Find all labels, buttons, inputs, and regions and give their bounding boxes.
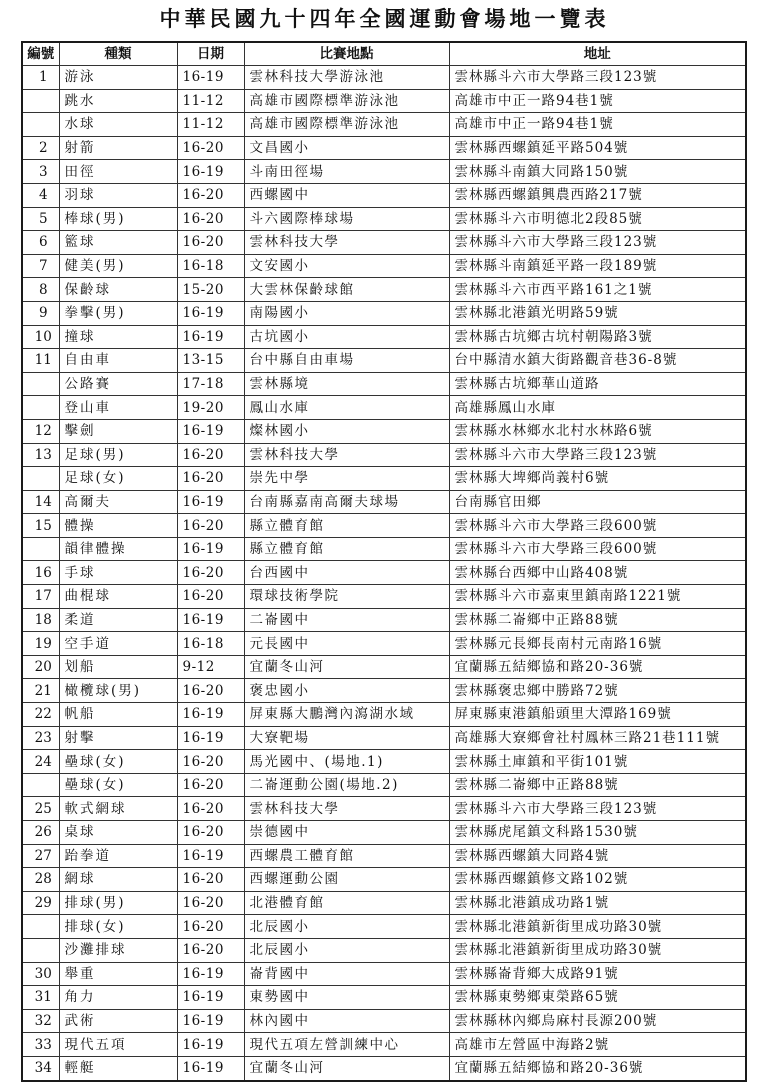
cell-address: 雲林縣北港鎮光明路59號 bbox=[449, 301, 746, 325]
cell-num: 34 bbox=[22, 1056, 59, 1080]
cell-venue: 東勢國中 bbox=[244, 986, 449, 1010]
cell-venue: 雲林科技大學 bbox=[244, 443, 449, 467]
table-row bbox=[22, 419, 746, 443]
cell-address: 宜蘭縣五結鄉協和路20-36號 bbox=[449, 1056, 746, 1080]
table-row bbox=[22, 655, 746, 679]
cell-num bbox=[22, 915, 59, 939]
cell-num: 13 bbox=[22, 443, 59, 467]
cell-num bbox=[22, 938, 59, 962]
cell-sport: 撞球 bbox=[59, 325, 177, 349]
table-row bbox=[22, 278, 746, 302]
cell-sport: 公路賽 bbox=[59, 372, 177, 396]
cell-sport: 軟式網球 bbox=[59, 797, 177, 821]
cell-venue: 雲林縣境 bbox=[244, 372, 449, 396]
cell-date: 16-19 bbox=[177, 66, 244, 90]
cell-num: 20 bbox=[22, 655, 59, 679]
cell-date: 16-19 bbox=[177, 490, 244, 514]
column-header-sport: 種類 bbox=[59, 42, 177, 66]
table-row bbox=[22, 66, 746, 90]
cell-sport: 橄欖球(男) bbox=[59, 679, 177, 703]
cell-sport: 排球(男) bbox=[59, 891, 177, 915]
cell-sport: 擊劍 bbox=[59, 419, 177, 443]
cell-num: 26 bbox=[22, 821, 59, 845]
column-header-num: 編號 bbox=[22, 42, 59, 66]
table-row bbox=[22, 1009, 746, 1033]
cell-num: 6 bbox=[22, 231, 59, 255]
table-row bbox=[22, 490, 746, 514]
cell-num: 12 bbox=[22, 419, 59, 443]
cell-num: 15 bbox=[22, 514, 59, 538]
cell-num: 1 bbox=[22, 66, 59, 90]
cell-date: 11-12 bbox=[177, 113, 244, 137]
table-row bbox=[22, 1056, 746, 1080]
cell-address: 雲林縣大埤鄉尚義村6號 bbox=[449, 467, 746, 491]
table-row bbox=[22, 207, 746, 231]
cell-num: 32 bbox=[22, 1009, 59, 1033]
cell-num: 10 bbox=[22, 325, 59, 349]
cell-address: 雲林縣東勢鄉東榮路65號 bbox=[449, 986, 746, 1010]
table-row bbox=[22, 514, 746, 538]
table-row bbox=[22, 962, 746, 986]
cell-address: 高雄市左營區中海路2號 bbox=[449, 1033, 746, 1057]
cell-date: 16-20 bbox=[177, 467, 244, 491]
cell-date: 13-15 bbox=[177, 349, 244, 373]
cell-sport: 籃球 bbox=[59, 231, 177, 255]
cell-address: 雲林縣虎尾鎮文科路1530號 bbox=[449, 821, 746, 845]
cell-date: 16-19 bbox=[177, 962, 244, 986]
cell-venue: 環球技術學院 bbox=[244, 585, 449, 609]
table-row bbox=[22, 773, 746, 797]
cell-sport: 健美(男) bbox=[59, 254, 177, 278]
table-row bbox=[22, 349, 746, 373]
cell-sport: 羽球 bbox=[59, 183, 177, 207]
cell-num: 19 bbox=[22, 632, 59, 656]
cell-venue: 西螺農工體育館 bbox=[244, 844, 449, 868]
cell-sport: 網球 bbox=[59, 868, 177, 892]
cell-num: 11 bbox=[22, 349, 59, 373]
cell-sport: 田徑 bbox=[59, 160, 177, 184]
cell-num: 33 bbox=[22, 1033, 59, 1057]
table-row bbox=[22, 443, 746, 467]
cell-date: 16-19 bbox=[177, 986, 244, 1010]
cell-address: 雲林縣水林鄉水北村水林路6號 bbox=[449, 419, 746, 443]
cell-sport: 拳擊(男) bbox=[59, 301, 177, 325]
cell-date: 16-19 bbox=[177, 703, 244, 727]
cell-venue: 台中縣自由車場 bbox=[244, 349, 449, 373]
cell-num: 8 bbox=[22, 278, 59, 302]
table-row bbox=[22, 136, 746, 160]
table-row bbox=[22, 372, 746, 396]
cell-date: 16-20 bbox=[177, 868, 244, 892]
cell-venue: 燦林國小 bbox=[244, 419, 449, 443]
table-row bbox=[22, 537, 746, 561]
cell-sport: 體操 bbox=[59, 514, 177, 538]
cell-date: 16-18 bbox=[177, 254, 244, 278]
cell-venue: 南陽國小 bbox=[244, 301, 449, 325]
cell-num: 25 bbox=[22, 797, 59, 821]
cell-venue: 北港體育館 bbox=[244, 891, 449, 915]
cell-date: 16-19 bbox=[177, 608, 244, 632]
cell-venue: 二崙運動公園(場地.2) bbox=[244, 773, 449, 797]
cell-address: 雲林縣斗六市大學路三段123號 bbox=[449, 66, 746, 90]
cell-date: 16-19 bbox=[177, 325, 244, 349]
cell-venue: 宜蘭冬山河 bbox=[244, 1056, 449, 1080]
table-row bbox=[22, 231, 746, 255]
cell-date: 19-20 bbox=[177, 396, 244, 420]
cell-num: 3 bbox=[22, 160, 59, 184]
venue-table bbox=[21, 41, 747, 1082]
cell-sport: 足球(女) bbox=[59, 467, 177, 491]
cell-address: 雲林縣斗六市大學路三段123號 bbox=[449, 443, 746, 467]
column-header-address: 地址 bbox=[449, 42, 746, 66]
cell-address: 屏東縣東港鎮船頭里大潭路169號 bbox=[449, 703, 746, 727]
cell-address: 雲林縣二崙鄉中正路88號 bbox=[449, 773, 746, 797]
cell-venue: 高雄市國際標準游泳池 bbox=[244, 89, 449, 113]
cell-venue: 馬光國中、(場地.1) bbox=[244, 750, 449, 774]
cell-address: 宜蘭縣五結鄉協和路20-36號 bbox=[449, 655, 746, 679]
cell-address: 雲林縣斗六市大學路三段600號 bbox=[449, 537, 746, 561]
cell-venue: 大寮靶場 bbox=[244, 726, 449, 750]
table-row bbox=[22, 325, 746, 349]
table-row bbox=[22, 844, 746, 868]
cell-address: 雲林縣斗南鎮大同路150號 bbox=[449, 160, 746, 184]
cell-venue: 崇先中學 bbox=[244, 467, 449, 491]
cell-num bbox=[22, 773, 59, 797]
cell-venue: 北辰國小 bbox=[244, 938, 449, 962]
cell-num: 16 bbox=[22, 561, 59, 585]
cell-venue: 斗六國際棒球場 bbox=[244, 207, 449, 231]
cell-sport: 帆船 bbox=[59, 703, 177, 727]
cell-num: 21 bbox=[22, 679, 59, 703]
cell-venue: 屏東縣大鵬灣內瀉湖水域 bbox=[244, 703, 449, 727]
cell-sport: 曲棍球 bbox=[59, 585, 177, 609]
cell-date: 16-19 bbox=[177, 1033, 244, 1057]
column-header-venue: 比賽地點 bbox=[244, 42, 449, 66]
cell-sport: 水球 bbox=[59, 113, 177, 137]
cell-date: 16-20 bbox=[177, 136, 244, 160]
cell-num: 24 bbox=[22, 750, 59, 774]
cell-venue: 斗南田徑場 bbox=[244, 160, 449, 184]
cell-sport: 高爾夫 bbox=[59, 490, 177, 514]
cell-address: 台南縣官田鄉 bbox=[449, 490, 746, 514]
cell-venue: 縣立體育館 bbox=[244, 514, 449, 538]
cell-venue: 北辰國小 bbox=[244, 915, 449, 939]
cell-date: 16-19 bbox=[177, 844, 244, 868]
cell-date: 16-20 bbox=[177, 231, 244, 255]
cell-address: 雲林縣二崙鄉中正路88號 bbox=[449, 608, 746, 632]
cell-address: 雲林縣林內鄉烏麻村長源200號 bbox=[449, 1009, 746, 1033]
cell-num: 7 bbox=[22, 254, 59, 278]
table-header-row bbox=[22, 42, 746, 66]
cell-date: 16-19 bbox=[177, 419, 244, 443]
cell-date: 11-12 bbox=[177, 89, 244, 113]
table-row bbox=[22, 986, 746, 1010]
cell-date: 16-20 bbox=[177, 679, 244, 703]
cell-sport: 射擊 bbox=[59, 726, 177, 750]
cell-date: 16-20 bbox=[177, 891, 244, 915]
cell-num: 18 bbox=[22, 608, 59, 632]
cell-sport: 跆拳道 bbox=[59, 844, 177, 868]
cell-date: 16-19 bbox=[177, 1009, 244, 1033]
cell-venue: 台西國中 bbox=[244, 561, 449, 585]
cell-venue: 崇德國中 bbox=[244, 821, 449, 845]
cell-sport: 壘球(女) bbox=[59, 750, 177, 774]
table-row bbox=[22, 254, 746, 278]
cell-address: 雲林縣古坑鄉華山道路 bbox=[449, 372, 746, 396]
table-row bbox=[22, 608, 746, 632]
table-row bbox=[22, 797, 746, 821]
cell-venue: 古坑國小 bbox=[244, 325, 449, 349]
table-row bbox=[22, 726, 746, 750]
table-row bbox=[22, 160, 746, 184]
table-row bbox=[22, 89, 746, 113]
cell-address: 雲林縣北港鎮新街里成功路30號 bbox=[449, 915, 746, 939]
cell-date: 16-20 bbox=[177, 585, 244, 609]
cell-address: 高雄縣大寮鄉會社村鳳林三路21巷111號 bbox=[449, 726, 746, 750]
cell-address: 雲林縣斗六市大學路三段123號 bbox=[449, 231, 746, 255]
cell-num: 31 bbox=[22, 986, 59, 1010]
table-row bbox=[22, 301, 746, 325]
cell-num: 29 bbox=[22, 891, 59, 915]
cell-venue: 高雄市國際標準游泳池 bbox=[244, 113, 449, 137]
cell-date: 16-20 bbox=[177, 514, 244, 538]
cell-venue: 二崙國中 bbox=[244, 608, 449, 632]
cell-num: 4 bbox=[22, 183, 59, 207]
cell-sport: 柔道 bbox=[59, 608, 177, 632]
cell-address: 雲林縣土庫鎮和平街101號 bbox=[449, 750, 746, 774]
table-body bbox=[22, 66, 746, 1081]
cell-sport: 空手道 bbox=[59, 632, 177, 656]
cell-sport: 射箭 bbox=[59, 136, 177, 160]
cell-venue: 褒忠國小 bbox=[244, 679, 449, 703]
cell-num bbox=[22, 113, 59, 137]
cell-date: 16-20 bbox=[177, 443, 244, 467]
cell-num: 9 bbox=[22, 301, 59, 325]
cell-date: 16-20 bbox=[177, 773, 244, 797]
table-row bbox=[22, 703, 746, 727]
cell-sport: 輕艇 bbox=[59, 1056, 177, 1080]
cell-num bbox=[22, 467, 59, 491]
cell-address: 雲林縣台西鄉中山路408號 bbox=[449, 561, 746, 585]
cell-address: 雲林縣斗六市西平路161之1號 bbox=[449, 278, 746, 302]
cell-sport: 現代五項 bbox=[59, 1033, 177, 1057]
cell-date: 16-20 bbox=[177, 750, 244, 774]
cell-date: 16-19 bbox=[177, 301, 244, 325]
cell-sport: 登山車 bbox=[59, 396, 177, 420]
cell-sport: 角力 bbox=[59, 986, 177, 1010]
cell-date: 16-20 bbox=[177, 561, 244, 585]
cell-num bbox=[22, 89, 59, 113]
cell-venue: 西螺運動公園 bbox=[244, 868, 449, 892]
table-row bbox=[22, 632, 746, 656]
cell-sport: 游泳 bbox=[59, 66, 177, 90]
table-row bbox=[22, 891, 746, 915]
cell-date: 16-19 bbox=[177, 1056, 244, 1080]
cell-address: 雲林縣西螺鎮修文路102號 bbox=[449, 868, 746, 892]
cell-venue: 台南縣嘉南高爾夫球場 bbox=[244, 490, 449, 514]
cell-sport: 手球 bbox=[59, 561, 177, 585]
cell-date: 16-20 bbox=[177, 821, 244, 845]
cell-date: 16-18 bbox=[177, 632, 244, 656]
cell-date: 16-20 bbox=[177, 183, 244, 207]
cell-sport: 足球(男) bbox=[59, 443, 177, 467]
table-row bbox=[22, 821, 746, 845]
cell-sport: 自由車 bbox=[59, 349, 177, 373]
table-row bbox=[22, 113, 746, 137]
table-row bbox=[22, 585, 746, 609]
cell-address: 雲林縣古坑鄉古坑村朝陽路3號 bbox=[449, 325, 746, 349]
cell-num: 28 bbox=[22, 868, 59, 892]
table-row bbox=[22, 915, 746, 939]
cell-venue: 文安國小 bbox=[244, 254, 449, 278]
cell-num: 17 bbox=[22, 585, 59, 609]
cell-address: 高雄市中正一路94巷1號 bbox=[449, 113, 746, 137]
cell-address: 雲林縣斗六市明德北2段85號 bbox=[449, 207, 746, 231]
cell-address: 高雄市中正一路94巷1號 bbox=[449, 89, 746, 113]
table-row bbox=[22, 679, 746, 703]
cell-sport: 排球(女) bbox=[59, 915, 177, 939]
column-header-date: 日期 bbox=[177, 42, 244, 66]
cell-sport: 韻律體操 bbox=[59, 537, 177, 561]
table-row bbox=[22, 467, 746, 491]
table-row bbox=[22, 183, 746, 207]
table-row bbox=[22, 750, 746, 774]
cell-address: 雲林縣褒忠鄉中勝路72號 bbox=[449, 679, 746, 703]
cell-address: 雲林縣斗六市嘉東里鎮南路1221號 bbox=[449, 585, 746, 609]
cell-num bbox=[22, 396, 59, 420]
cell-date: 17-18 bbox=[177, 372, 244, 396]
cell-venue: 崙背國中 bbox=[244, 962, 449, 986]
cell-venue: 現代五項左營訓練中心 bbox=[244, 1033, 449, 1057]
table-row bbox=[22, 1033, 746, 1057]
cell-venue: 大雲林保齡球館 bbox=[244, 278, 449, 302]
cell-address: 雲林縣西螺鎮興農西路217號 bbox=[449, 183, 746, 207]
cell-sport: 跳水 bbox=[59, 89, 177, 113]
cell-sport: 桌球 bbox=[59, 821, 177, 845]
cell-venue: 西螺國中 bbox=[244, 183, 449, 207]
cell-address: 台中縣清水鎮大街路觀音巷36-8號 bbox=[449, 349, 746, 373]
cell-sport: 保齡球 bbox=[59, 278, 177, 302]
cell-num: 14 bbox=[22, 490, 59, 514]
cell-date: 16-20 bbox=[177, 207, 244, 231]
cell-address: 雲林縣斗六市大學路三段123號 bbox=[449, 797, 746, 821]
cell-venue: 元長國中 bbox=[244, 632, 449, 656]
cell-date: 16-19 bbox=[177, 537, 244, 561]
cell-address: 雲林縣西螺鎮延平路504號 bbox=[449, 136, 746, 160]
cell-address: 雲林縣北港鎮新街里成功路30號 bbox=[449, 938, 746, 962]
table-row bbox=[22, 561, 746, 585]
cell-address: 雲林縣北港鎮成功路1號 bbox=[449, 891, 746, 915]
cell-address: 雲林縣斗六市大學路三段600號 bbox=[449, 514, 746, 538]
cell-num bbox=[22, 537, 59, 561]
cell-num: 2 bbox=[22, 136, 59, 160]
cell-venue: 鳳山水庫 bbox=[244, 396, 449, 420]
table-row bbox=[22, 938, 746, 962]
cell-address: 雲林縣元長鄉長南村元南路16號 bbox=[449, 632, 746, 656]
cell-sport: 壘球(女) bbox=[59, 773, 177, 797]
cell-num: 22 bbox=[22, 703, 59, 727]
cell-num: 23 bbox=[22, 726, 59, 750]
cell-sport: 划船 bbox=[59, 655, 177, 679]
cell-date: 15-20 bbox=[177, 278, 244, 302]
cell-date: 9-12 bbox=[177, 655, 244, 679]
cell-venue: 林內國中 bbox=[244, 1009, 449, 1033]
cell-sport: 棒球(男) bbox=[59, 207, 177, 231]
cell-venue: 文昌國小 bbox=[244, 136, 449, 160]
cell-venue: 雲林科技大學游泳池 bbox=[244, 66, 449, 90]
cell-address: 雲林縣斗南鎮延平路一段189號 bbox=[449, 254, 746, 278]
cell-venue: 縣立體育館 bbox=[244, 537, 449, 561]
cell-date: 16-20 bbox=[177, 938, 244, 962]
cell-address: 雲林縣崙背鄉大成路91號 bbox=[449, 962, 746, 986]
cell-date: 16-20 bbox=[177, 797, 244, 821]
cell-date: 16-20 bbox=[177, 915, 244, 939]
cell-sport: 沙灘排球 bbox=[59, 938, 177, 962]
cell-sport: 武術 bbox=[59, 1009, 177, 1033]
cell-num: 27 bbox=[22, 844, 59, 868]
cell-sport: 舉重 bbox=[59, 962, 177, 986]
cell-num: 30 bbox=[22, 962, 59, 986]
cell-date: 16-19 bbox=[177, 726, 244, 750]
cell-address: 雲林縣西螺鎮大同路4號 bbox=[449, 844, 746, 868]
cell-address: 高雄縣鳳山水庫 bbox=[449, 396, 746, 420]
cell-date: 16-19 bbox=[177, 160, 244, 184]
cell-venue: 宜蘭冬山河 bbox=[244, 655, 449, 679]
cell-num bbox=[22, 372, 59, 396]
table-row bbox=[22, 868, 746, 892]
cell-venue: 雲林科技大學 bbox=[244, 797, 449, 821]
table-row bbox=[22, 396, 746, 420]
cell-venue: 雲林科技大學 bbox=[244, 231, 449, 255]
page-title: 中華民國九十四年全國運動會場地一覽表 bbox=[159, 6, 610, 31]
cell-num: 5 bbox=[22, 207, 59, 231]
